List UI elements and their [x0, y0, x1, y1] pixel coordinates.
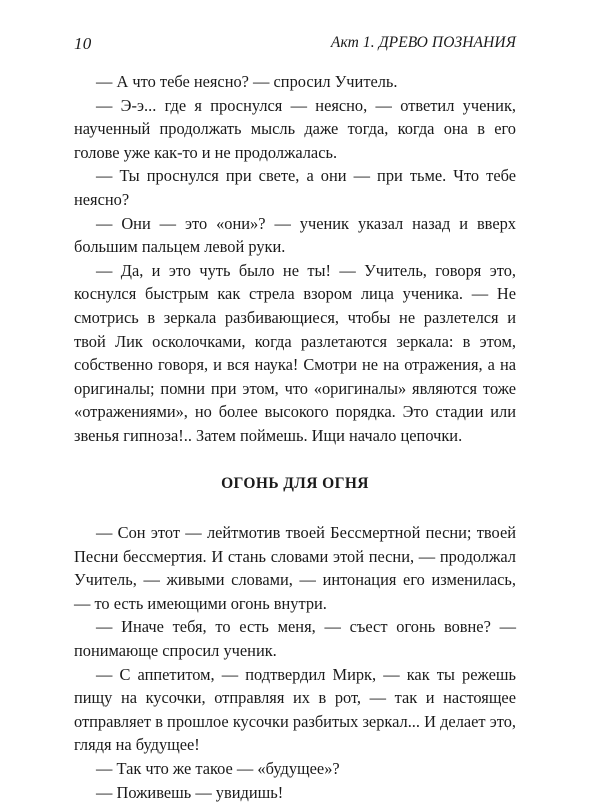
- paragraph: — Так что же такое — «будущее»?: [96, 759, 340, 779]
- page-body: [74, 70, 516, 804]
- paragraph: — С аппетитом, — подтвердил Мирк, — как ты режешь пищу на кусочки, отправляя их в рот, — так и настоящее отправляет в прошлое кусочки разбитых зеркал... И делает это, глядя на будущее!: [74, 664, 516, 755]
- paragraph: — Э-э... где я проснулся — неясно, — ответил ученик, наученный продолжать мысль даже тогда, когда она в его голове уже как-то и не продолжалась.: [74, 95, 516, 162]
- paragraph: — А что тебе неясно? — спросил Учитель.: [96, 72, 398, 91]
- paragraph: — Да, и это чуть было не ты! — Учитель, говоря это, коснулся быстрым как стрела взором лица ученика. — Не смотрись в зеркала разбивающиеся, чтобы не разлетелся и твой Лик осколочками, когда разлетаются зеркала: в этом, собственно говоря, и вся наука! Смотри не на отражения, а на оригиналы; помни при этом, что «оригиналы» являются тоже «отражениями», но более высокого порядка. Это стадии или звенья гипноза!.. Затем поймешь. Ищи начало цепочки.: [74, 260, 516, 445]
- paragraph: — Сон этот — лейтмотив твоей Бессмертной песни; твоей Песни бессмертия. И стань словами этой песни, — продолжал Учитель, — живыми словами, — интонация его изменилась, — то есть имеющими огонь внутри.: [74, 523, 516, 613]
- paragraph: — Поживешь — увидишь!: [96, 782, 284, 802]
- page-header: [74, 34, 516, 54]
- section-title: ОГОНЬ ДЛЯ ОГНЯ: [221, 474, 369, 492]
- page-number: 10: [74, 34, 92, 53]
- paragraph: — Они — это «они»? — ученик указал назад и вверх большим пальцем левой руки.: [74, 213, 516, 257]
- running-head: Акт 1. ДРЕВО ПОЗНАНИЯ: [330, 34, 516, 51]
- paragraph: — Иначе тебя, то есть меня, — съест огонь вовне? — понимающе спросил ученик.: [74, 617, 516, 661]
- paragraph: — Ты проснулся при свете, а они — при тьме. Что тебе неясно?: [74, 166, 516, 209]
